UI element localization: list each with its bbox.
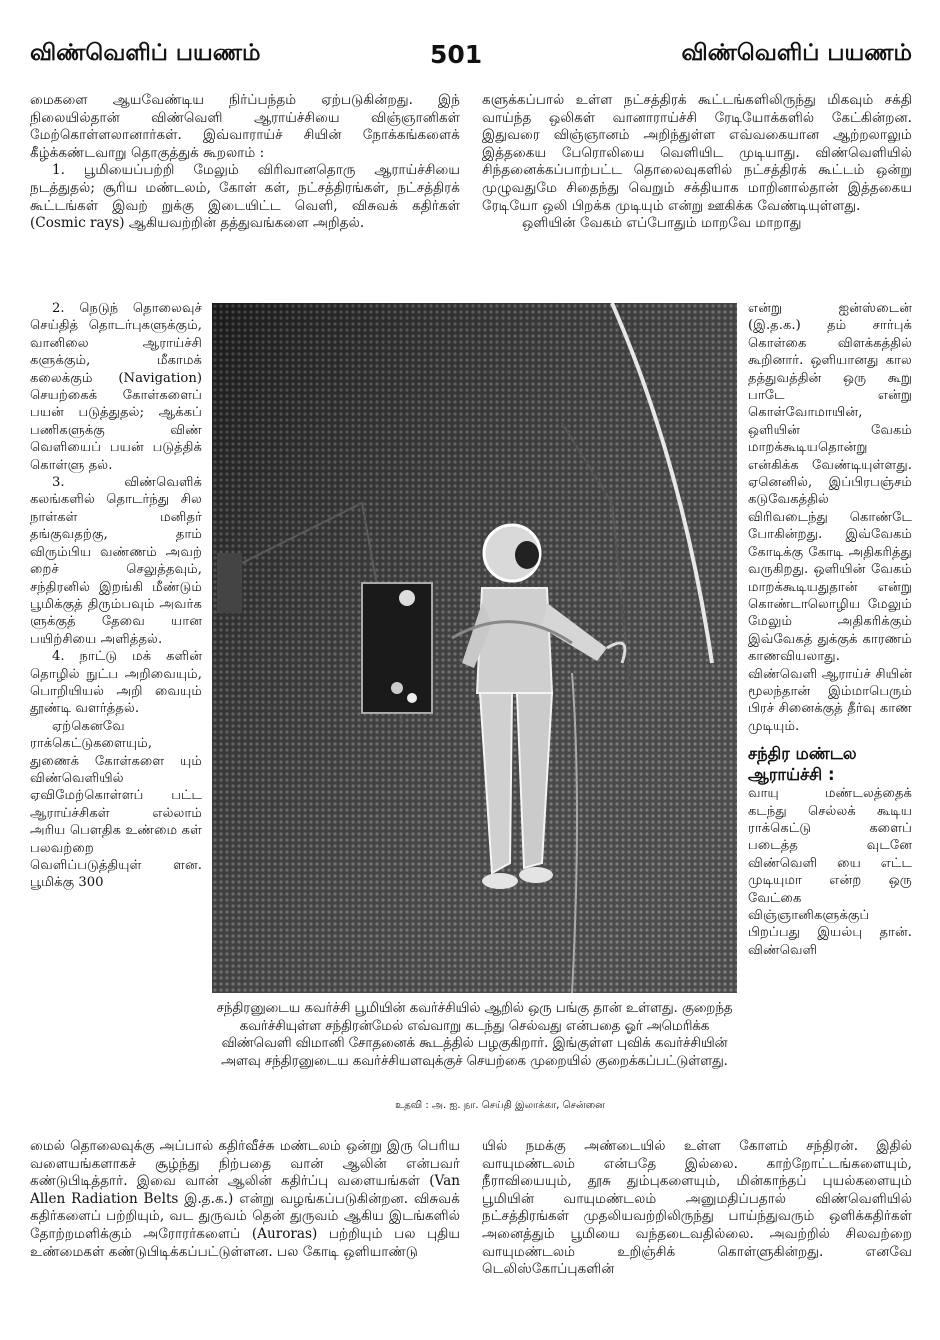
- astronaut-illustration: [212, 303, 737, 993]
- paragraph: வாயு மண்டலத்தைக் கடந்து செல்லக் கூடிய ராக்கெட்டு களைப் படைத்த வுடனே விண்வெளி யை எட்ட முடியுமா என்ற ஒரு வேட்கை விஞ்ஞானிகளுக்குப் பிறப்பது இயல்பு தான். விண்வெளி: [748, 786, 912, 958]
- left-column-narrow: [30, 300, 202, 892]
- figure-caption: சந்திரனுடைய கவர்ச்சி பூமியின் கவர்ச்சியில் ஆறில் ஒரு பங்கு தான் உள்ளது. குறைந்த கவர்ச்சியுள்ள சந்திரன்மேல் எவ்வாறு கடந்து செல்வது என்பதை ஓர் அமெரிக்க விண்வெளி விமானி சோதனைக் கூடத்தில் பழகுகிறார். இங்குள்ள புவிக் கவர்ச்சியின் அளவு சந்திரனுடைய கவர்ச்சியளவுக்குச் செயற்கை முறையில் குறைக்கப்பட்டுள்ளது.: [216, 1001, 733, 1069]
- right-column-narrow: [748, 300, 912, 959]
- paragraph: 2. நெடுந் தொலைவுச் செய்தித் தொடர்புகளுக்கும், வானிலை ஆராய்ச்சி களுக்கும், மீகாமக் கலைக்கும் (Navigation) செயற்கைக் கோள்களைப் பயன் படுத்துதல்; ஆக்கப் பணிகளுக்கு விண் வெளியைப் பயன் படுத்திக் கொள்ளு தல்.: [30, 301, 202, 473]
- section-heading: சந்திர மண்டல ஆராய்ச்சி :: [748, 744, 857, 785]
- paragraph: 3. விண்வெளிக் கலங்களில் தொடர்ந்து சில நாள்கள் மனிதர் தங்குவதற்கு, தாம் விரும்பிய வண்ணம் அவற் றைச் செலுத்தவும், சந்திரனில் இறங்கி மீண்டும் பூமிக்குத் திரும்பவும் அவர்க ளுக்குத் தேவை யான பயிற்சியை அளித்தல்.: [30, 475, 202, 647]
- paragraph: யில் நமக்கு அண்டையில் உள்ள கோளம் சந்திரன். இதில் வாயுமண்டலம் என்பதே இல்லை. காற்றோட்டங்களையும், நீராவியையும், தூசு தும்புகளையும், மின்காந்தப் புயல்களையும் பூமியின் வாயுமண்டலம் அனுமதிப்பதால் விண்வெளியில் நட்சத்திரங்கள் முதலியவற்றிலிருந்து பாய்ந்துவரும் ஒளிக்கதிர்கள் அனைத்தும் பூமியை வந்தடைவதில்லை. அவற்றில் சிலவற்றை வாயுமண்டலம் உறிஞ்சிக் கொள்ளுகின்றது. எனவே டெலிஸ்கோப்புகளின்: [482, 1138, 912, 1278]
- left-column-top: [30, 92, 460, 233]
- astronaut-photo: [212, 303, 737, 993]
- page-number: 501: [430, 40, 483, 69]
- paragraph: மைகளை ஆயவேண்டிய நிர்ப்பந்தம் ஏற்படுகின்றது. இந் நிலையில்தான் விண்வெளி ஆராய்ச்சியை விஞ்ஞானிகள் மேற்கொள்ளலானார்கள். இவ்வாராய்ச் சியின் நோக்கங்களைக் கீழ்க்கண்டவாறு தொகுத்துக் கூறலாம் :: [30, 92, 460, 161]
- paragraph: ஒளியின் வேகம் எப்போதும் மாறவே மாறாது: [522, 215, 802, 232]
- paragraph: என்று ஐன்ஸ்டைன் (இ.த.க.) தம் சார்புக் கொள்கை விளக்கத்தில் கூறினார். ஒளியானது கால தத்துவத்தின் ஒரு கூறு பாடே என்று கொள்வோமாயின், ஒளியின் வேகம் மாறக்கூடியதொன்று என்கிக்க வேண்டியுள்ளது. ஏனெனில், இப்பிரபஞ்சம் கடுவேகத்தில் விரிவடைந்து கொண்டே போகின்றது. இவ்வேகம் கோடிக்கு கோடி அதிகரித்து வருகிறது. ஒளியின் வேகம் மாறக்கூடியதுதான் என்று கொண்டாலொழிய மேலும் மேலும் அதிகரிக்கும் இவ்வேகத் துக்குக் காரணம் காணவியலாது. விண்வெளி ஆராய்ச் சியின் மூலந்தான் இம்மாபெரும் பிரச் சினைக்குத் தீர்வு காண முடியும்.: [748, 301, 912, 734]
- paragraph: ஏற்கெனவே ராக்கெட்டுகளையும், துணைக் கோள்களை யும் விண்வெளியில் ஏவிமேற்கொள்ளப் பட்ட ஆராய்ச்சிகள் எல்லாம் அரிய பௌதிக உண்மை கள் பலவற்றை வெளிப்படுத்தியுள் ளன. பூமிக்கு 300: [30, 718, 202, 891]
- running-header-left: விண்வெளிப் பயணம்: [30, 40, 261, 66]
- right-column-top: [482, 92, 912, 233]
- right-column-bottom: [482, 1138, 912, 1279]
- paragraph: 4. நாட்டு மக் களின் தொழில் நுட்ப அறிவையும், பொறியியல் அறி வையும் தூண்டி வளர்த்தல்.: [30, 649, 202, 717]
- paragraph: களுக்கப்பால் உள்ள நட்சத்திரக் கூட்டங்களிலிருந்து மிகவும் சக்தி வாய்ந்த ஒலிகள் வானாராய்ச்சி ரேடியோக்களில் கேட்கின்றன. இதுவரை விஞ்ஞானம் அறிந்துள்ள எவ்வகையான ஆற்றலாலும் இத்தகைய பேரொலியை வெளியிட முடியாது. விண்வெளியில் சிந்தனைக்கப்பாற்பட்ட தொலைவுகளில் நட்சத்திரக் கூட்டம் ஒன்று முழுவதுமே சிதைந்து வெறும் சக்தியாக மாறினால்தான் இத்தகைய ரேடியோ ஒலி பிறக்க முடியும் என்று ஊகிக்க வேண்டியுள்ளது.: [482, 92, 912, 214]
- figure-credit: உதவி : அ. ஐ. நா. செய்தி இலாக்கா, சென்னை: [395, 1100, 605, 1111]
- paragraph: 1. பூமியைப்பற்றி மேலும் விரிவானதொரு ஆராய்ச்சியை நடத்துதல்; சூரிய மண்டலம், கோள் கள், நட்சத்திரங்கள், நட்சத்திரக் கூட்டங்கள் இவற் றுக்கு இடையிட்ட வெளி, விசுவக் கதிர்கள் (Cosmic rays) ஆகியவற்றின் தத்துவங்களை அறிதல்.: [30, 162, 460, 232]
- paragraph: மைல் தொலைவுக்கு அப்பால் கதிர்வீச்சு மண்டலம் ஒன்று இரு பெரிய வளையங்களாகச் சூழ்ந்து நிற்பதை வான் ஆலின் என்பவர் கண்டுபிடித்தார். இவை வான் ஆலின் கதிர்ப்பு வளையங்கள் (Van Allen Radiation Belts இ.த.க.) என்று வழங்கப்படுகின்றன. விசுவக் கதிர்களைப் பற்றியும், வட துருவம் தென் துருவம் ஆகிய இடங்களில் தோற்றமளிக்கும் அரோரர்களைப் (Auroras) பற்றியும் பல புதிய உண்மைகள் கண்டுபிடிக்கப்பட்டுள்ளன. பல கோடி ஒளியாண்டு: [30, 1138, 460, 1260]
- left-column-bottom: [30, 1138, 460, 1261]
- running-header-right: விண்வெளிப் பயணம்: [681, 40, 912, 66]
